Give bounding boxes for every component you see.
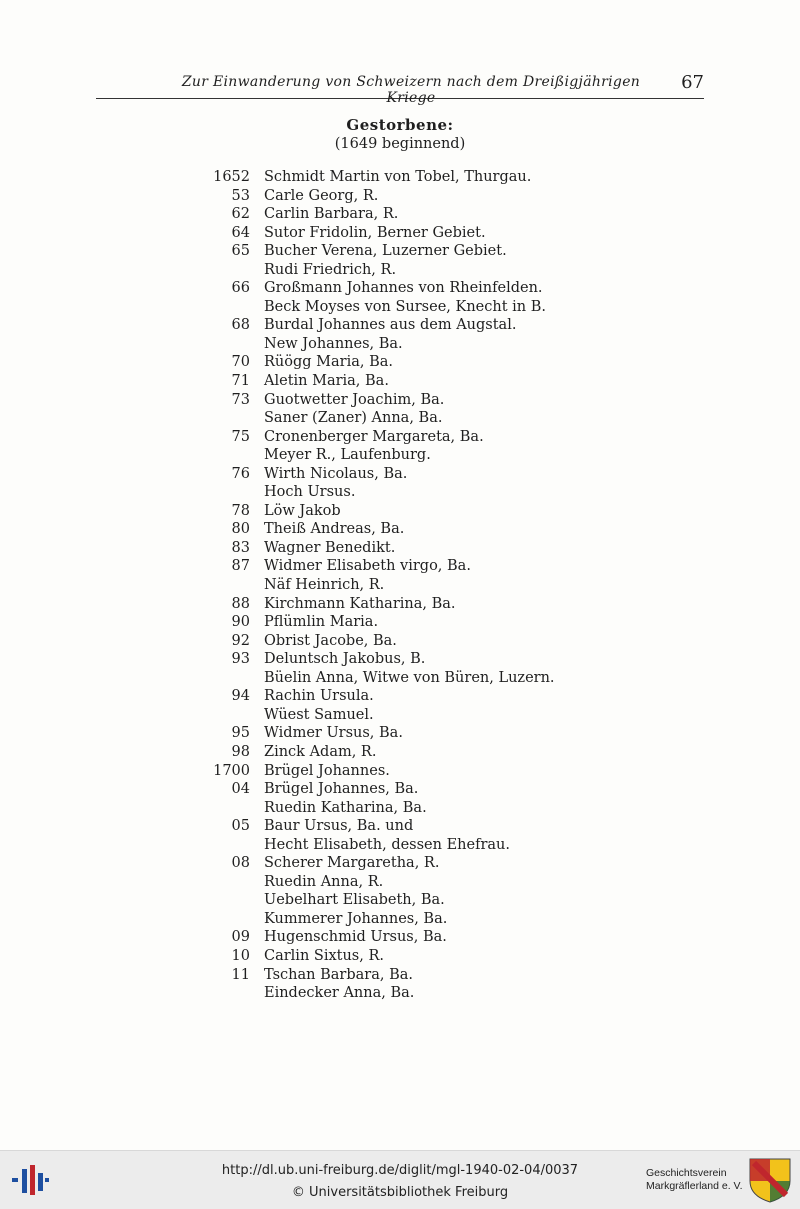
register-entry bbox=[0, 947, 800, 966]
entry-name: Näf Heinrich, R. bbox=[264, 577, 385, 594]
register-entry bbox=[0, 557, 800, 576]
register-entry bbox=[0, 391, 800, 410]
section-subtitle: (1649 beginnend) bbox=[334, 136, 466, 152]
register-entry bbox=[0, 910, 800, 929]
entry-name: Löw Jakob bbox=[264, 502, 341, 519]
entry-year: 76 bbox=[231, 465, 250, 482]
register-entry bbox=[0, 669, 800, 688]
register-entry bbox=[0, 724, 800, 743]
entry-name: Kirchmann Katharina, Ba. bbox=[264, 595, 456, 612]
entry-name: Großmann Johannes von Rheinfelden. bbox=[264, 280, 543, 297]
register-entry bbox=[0, 428, 800, 447]
entry-year: 98 bbox=[231, 743, 250, 760]
entry-name: Rudi Friedrich, R. bbox=[264, 261, 397, 278]
register-entry bbox=[0, 873, 800, 892]
entry-year: 1700 bbox=[213, 762, 250, 779]
entry-year: 11 bbox=[231, 966, 250, 983]
entry-name: Widmer Elisabeth virgo, Ba. bbox=[264, 558, 471, 575]
entry-name: Ruedin Anna, R. bbox=[264, 873, 384, 890]
running-title: Zur Einwanderung von Schweizern nach dem Dreißigjährigen Kriege bbox=[181, 74, 641, 106]
entry-name: Schmidt Martin von Tobel, Thurgau. bbox=[264, 169, 532, 185]
coat-of-arms-icon bbox=[748, 1157, 792, 1203]
register-entry bbox=[0, 613, 800, 632]
entry-year: 88 bbox=[231, 595, 250, 612]
document-url-link[interactable]: http://dl.ub.uni-freiburg.de/diglit/mgl-1940-02-04/0037 bbox=[221, 1163, 579, 1178]
register-entry bbox=[0, 984, 800, 1003]
entry-name: Büelin Anna, Witwe von Büren, Luzern. bbox=[264, 669, 555, 686]
entry-year: 75 bbox=[231, 428, 250, 445]
entry-year: 87 bbox=[231, 558, 250, 575]
entry-name: Burdal Johannes aus dem Augstal. bbox=[264, 317, 517, 334]
entry-name: Hoch Ursus. bbox=[264, 484, 356, 501]
register-entry bbox=[0, 465, 800, 484]
entry-name: Theiß Andreas, Ba. bbox=[264, 521, 405, 538]
register-entry bbox=[0, 891, 800, 910]
entry-year: 04 bbox=[231, 781, 250, 798]
entry-year: 1652 bbox=[213, 169, 250, 185]
register-entry bbox=[0, 632, 800, 651]
entry-year: 05 bbox=[231, 818, 250, 835]
entry-name: Carlin Sixtus, R. bbox=[264, 947, 384, 964]
entry-name: Cronenberger Margareta, Ba. bbox=[264, 428, 484, 445]
entry-name: Baur Ursus, Ba. und bbox=[264, 818, 414, 835]
entry-year: 64 bbox=[231, 224, 250, 241]
entry-year: 93 bbox=[231, 651, 250, 668]
entry-name: Eindecker Anna, Ba. bbox=[264, 985, 415, 1002]
entry-name: Sutor Fridolin, Berner Gebiet. bbox=[264, 224, 486, 241]
entry-name: Carlin Barbara, R. bbox=[264, 206, 399, 223]
register-entry bbox=[0, 928, 800, 947]
entry-name: Uebelhart Elisabeth, Ba. bbox=[264, 892, 445, 909]
register-entry bbox=[0, 780, 800, 799]
entry-name: New Johannes, Ba. bbox=[264, 335, 403, 352]
entry-year: 78 bbox=[231, 502, 250, 519]
register-entry bbox=[0, 576, 800, 595]
entry-year: 68 bbox=[231, 317, 250, 334]
entry-name: Rüögg Maria, Ba. bbox=[264, 354, 393, 371]
entry-name: Meyer R., Laufenburg. bbox=[264, 447, 431, 464]
register-entry bbox=[0, 539, 800, 558]
entry-name: Obrist Jacobe, Ba. bbox=[264, 632, 397, 649]
entry-year: 09 bbox=[231, 929, 250, 946]
register-entry bbox=[0, 353, 800, 372]
register-entry bbox=[0, 279, 800, 298]
page-number: 67 bbox=[681, 72, 704, 93]
register-entry bbox=[0, 520, 800, 539]
register-entry bbox=[0, 372, 800, 391]
register-entry bbox=[0, 799, 800, 818]
entry-name: Brügel Johannes. bbox=[264, 762, 390, 779]
entry-name: Wirth Nicolaus, Ba. bbox=[264, 465, 408, 482]
death-register-list bbox=[0, 168, 800, 1003]
register-entry bbox=[0, 966, 800, 985]
footer-bar bbox=[0, 1150, 800, 1209]
entry-name: Hugenschmid Ursus, Ba. bbox=[264, 929, 447, 946]
register-entry bbox=[0, 687, 800, 706]
register-entry bbox=[0, 335, 800, 354]
register-entry bbox=[0, 817, 800, 836]
register-entry bbox=[0, 743, 800, 762]
entry-year: 62 bbox=[231, 206, 250, 223]
entry-name: Ruedin Katharina, Ba. bbox=[264, 799, 427, 816]
entry-year: 92 bbox=[231, 632, 250, 649]
register-entry bbox=[0, 762, 800, 781]
entry-name: Brügel Johannes, Ba. bbox=[264, 781, 419, 798]
register-entry bbox=[0, 261, 800, 280]
entry-name: Saner (Zaner) Anna, Ba. bbox=[264, 410, 443, 427]
entry-year: 08 bbox=[231, 855, 250, 872]
entry-year: 83 bbox=[231, 539, 250, 556]
entry-name: Scherer Margaretha, R. bbox=[264, 855, 440, 872]
entry-year: 70 bbox=[231, 354, 250, 371]
entry-name: Tschan Barbara, Ba. bbox=[264, 966, 413, 983]
register-entry bbox=[0, 595, 800, 614]
register-entry bbox=[0, 836, 800, 855]
entry-name: Aletin Maria, Ba. bbox=[264, 373, 389, 390]
entry-year: 65 bbox=[231, 243, 250, 260]
copyright-notice: © Universitätsbibliothek Freiburg bbox=[291, 1185, 509, 1200]
society-name bbox=[646, 1167, 743, 1193]
entry-year: 53 bbox=[231, 187, 250, 204]
entry-name: Pflümlin Maria. bbox=[264, 614, 379, 631]
entry-name: Carle Georg, R. bbox=[264, 187, 379, 204]
register-entry bbox=[0, 316, 800, 335]
entry-name: Wüest Samuel. bbox=[264, 706, 374, 723]
society-name-line2: Markgräflerland e. V. bbox=[646, 1180, 743, 1192]
entry-name: Zinck Adam, R. bbox=[264, 743, 377, 760]
register-entry bbox=[0, 298, 800, 317]
section-title: Gestorbene: bbox=[346, 116, 454, 134]
register-entry bbox=[0, 187, 800, 206]
register-entry bbox=[0, 706, 800, 725]
register-entry bbox=[0, 854, 800, 873]
entry-year: 94 bbox=[231, 688, 250, 705]
entry-name: Kummerer Johannes, Ba. bbox=[264, 910, 448, 927]
entry-name: Guotwetter Joachim, Ba. bbox=[264, 391, 445, 408]
entry-year: 95 bbox=[231, 725, 250, 742]
entry-year: 71 bbox=[231, 373, 250, 390]
entry-name: Rachin Ursula. bbox=[264, 688, 374, 705]
entry-year: 90 bbox=[231, 614, 250, 631]
entry-name: Bucher Verena, Luzerner Gebiet. bbox=[264, 243, 507, 260]
running-header bbox=[96, 72, 704, 106]
entry-name: Widmer Ursus, Ba. bbox=[264, 725, 403, 742]
society-name-line1: Geschichtsverein bbox=[646, 1167, 727, 1179]
entry-name: Beck Moyses von Sursee, Knecht in B. bbox=[264, 298, 546, 315]
register-entry bbox=[0, 502, 800, 521]
register-entry bbox=[0, 409, 800, 428]
register-entry bbox=[0, 224, 800, 243]
register-entry bbox=[0, 483, 800, 502]
entry-name: Wagner Benedikt. bbox=[264, 539, 396, 556]
entry-name: Deluntsch Jakobus, B. bbox=[264, 651, 426, 668]
register-entry bbox=[0, 650, 800, 669]
register-entry bbox=[0, 446, 800, 465]
entry-year: 66 bbox=[231, 280, 250, 297]
entry-year: 73 bbox=[231, 391, 250, 408]
register-entry bbox=[0, 168, 800, 187]
register-entry bbox=[0, 242, 800, 261]
register-entry bbox=[0, 205, 800, 224]
entry-year: 80 bbox=[231, 521, 250, 538]
entry-name: Hecht Elisabeth, dessen Ehefrau. bbox=[264, 836, 510, 853]
entry-year: 10 bbox=[231, 947, 250, 964]
